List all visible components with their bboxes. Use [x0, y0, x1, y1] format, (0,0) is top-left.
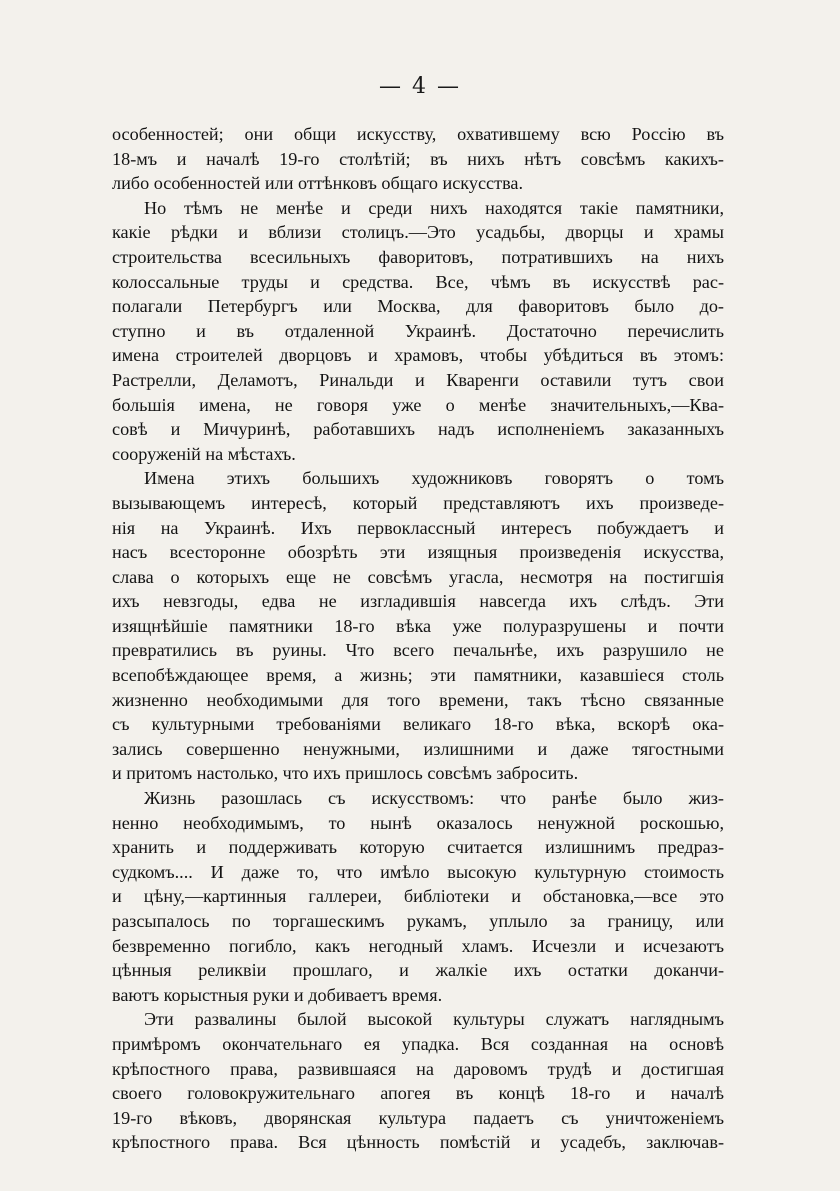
text-line: ваютъ корыстныя руки и добиваетъ время. — [112, 984, 443, 1005]
paragraph-start-line: Жизнь разошлась съ искусствомъ: что ранѣе было жиз- — [144, 788, 724, 809]
text-line: какіе рѣдки и вблизи столицъ.—Это усадьбы, дворцы и храмы — [112, 222, 724, 243]
text-line: хранить и поддерживать которую считается излишнимъ предраз- — [112, 837, 724, 858]
text-line: крѣпостного права. Вся цѣнность помѣстій и усадебъ, заключав- — [112, 1132, 724, 1153]
text-line: особенностей; они общи искусству, охватившему всю Россію въ — [112, 124, 724, 144]
text-line: слава о которыхъ еще не совсѣмъ угасла, несмотря на постигшія — [112, 566, 724, 587]
text-line: Растрелли, Деламотъ, Ринальди и Кваренги оставили тутъ свои — [112, 369, 724, 390]
text-line: всепобѣждающее время, а жизнь; эти памятники, казавшіеся столь — [112, 665, 724, 686]
text-line: цѣнныя реликвіи прошлаго, и жалкіе ихъ остатки доканчи- — [112, 960, 724, 981]
text-line: большія имена, не говоря уже о менѣе значительныхъ,—Ква- — [112, 394, 724, 415]
text-line: съ культурными требованіями великаго 18-го вѣка, вскорѣ ока- — [112, 714, 724, 735]
paragraph-start-line: Эти развалины былой высокой культуры служатъ нагляднымъ — [144, 1009, 724, 1030]
text-line: судкомъ.... И даже то, что имѣло высокую культурную стоимость — [112, 861, 724, 882]
text-line: изящнѣйшіе памятники 18-го вѣка уже полуразрушены и почти — [112, 615, 724, 636]
page-number: — 4 — — [379, 74, 461, 99]
text-line: ступно и въ отдаленной Украинѣ. Достаточно перечислить — [112, 320, 724, 341]
text-line: насъ всесторонне обозрѣть эти изящныя произведенія искусства, — [112, 542, 724, 563]
text-line: ненно необходимымъ, то нынѣ оказалось ненужной роскошью, — [112, 812, 724, 833]
body-text — [112, 122, 724, 1155]
text-line: своего головокружительнаго апогея въ концѣ 18-го и началѣ — [112, 1083, 724, 1104]
text-line: примѣромъ окончательнаго ея упадка. Вся созданная на основѣ — [112, 1033, 724, 1054]
text-line: и притомъ настолько, что ихъ пришлось совсѣмъ забросить. — [112, 763, 579, 784]
text-line: колоссальные труды и средства. Все, чѣмъ въ искусствѣ рас- — [112, 271, 724, 292]
text-line: совѣ и Мичуринѣ, работавшихъ надъ исполненіемъ заказанныхъ — [112, 419, 724, 440]
text-line: жизненно необходимыми для того времени, такъ тѣсно связанные — [112, 689, 724, 710]
text-line: и цѣну,—картинныя галлереи, библіотеки и обстановка,—все это — [112, 886, 724, 907]
text-line: разсыпалось по торгашескимъ рукамъ, уплыло за границу, или — [112, 911, 724, 931]
text-line: вызывающемъ интересѣ, который представляютъ ихъ произведе- — [112, 492, 724, 513]
text-line: ихъ невзгоды, едва не изгладившія навсегда ихъ слѣдъ. Эти — [112, 591, 724, 612]
text-line: строительства всесильныхъ фаворитовъ, потратившихъ на нихъ — [112, 246, 724, 267]
paragraph-start-line: Но тѣмъ не менѣе и среди нихъ находятся такіе памятники, — [144, 197, 724, 218]
text-line: нія на Украинѣ. Ихъ первоклассный интересъ побуждаетъ и — [112, 517, 724, 538]
paragraph-start-line: Имена этихъ большихъ художниковъ говорятъ о томъ — [144, 468, 724, 489]
text-line: зались совершенно ненужными, излишними и даже тягостными — [112, 738, 724, 759]
text-line: 19-го вѣковъ, дворянская культура падаетъ съ уничтоженіемъ — [112, 1107, 724, 1128]
text-line: полагали Петербургъ или Москва, для фаворитовъ было до- — [112, 296, 724, 317]
text-line: 18-мъ и началѣ 19-го столѣтій; въ нихъ нѣтъ совсѣмъ какихъ- — [112, 148, 724, 169]
text-line: превратились въ руины. Что всего печальнѣе, ихъ разрушило не — [112, 640, 724, 661]
text-line: сооруженій на мѣстахъ. — [112, 443, 296, 464]
text-line: либо особенностей или оттѣнковъ общаго искусства. — [112, 173, 524, 194]
text-line: безвременно погибло, какъ негодный хламъ. Исчезли и исчезаютъ — [112, 935, 724, 956]
text-line: имена строителей дворцовъ и храмовъ, чтобы убѣдиться въ этомъ: — [112, 345, 724, 366]
text-line: крѣпостного права, развившаяся на даровомъ трудѣ и достигшая — [112, 1058, 724, 1079]
